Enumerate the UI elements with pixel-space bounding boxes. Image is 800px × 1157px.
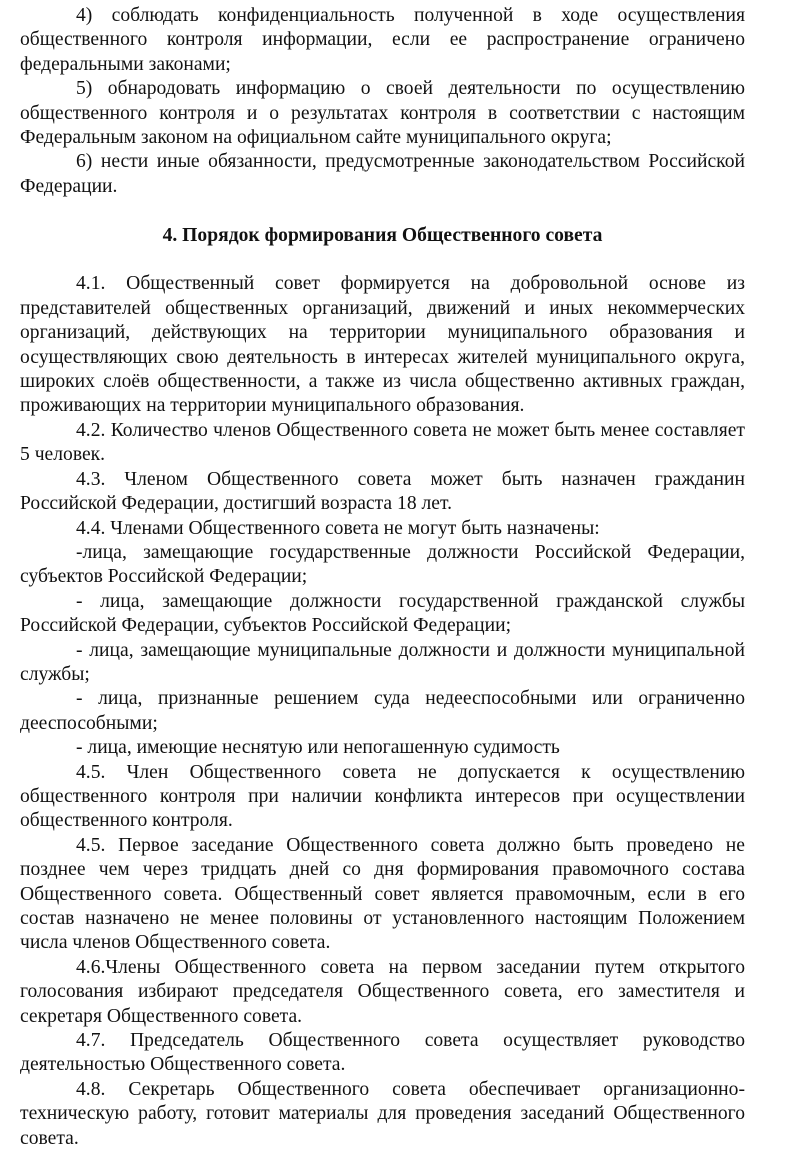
exclusion-item-state-positions: -лица, замещающие государственные должности Российской Федерации, субъектов Российской Федерации; bbox=[20, 541, 745, 588]
section-heading: 4. Порядок формирования Общественного совета bbox=[162, 224, 603, 246]
paragraph-4-8: 4.8. Секретарь Общественного совета обеспечивает организационно-техническую работу, готовит материалы для проведения заседаний Общественного совета. bbox=[20, 1078, 745, 1149]
duty-item-6: 6) нести иные обязанности, предусмотренные законодательством Российской Федерации. bbox=[20, 151, 745, 197]
paragraph-4-7: 4.7. Председатель Общественного совета осуществляет руководство деятельностью Общественного совета. bbox=[20, 1030, 745, 1076]
paragraph-4-6: 4.6.Члены Общественного совета на первом заседании путем открытого голосования избирают председателя Общественного совета, его заместителя и секретаря Общественного совета. bbox=[20, 956, 745, 1027]
paragraph-4-1: 4.1. Общественный совет формируется на добровольной основе из представителей общественных организаций, движений и иных некоммерческих организаций, действующих на территории муниципального образования и осуществляющих свою деятельность в интересах жителей муниципального округа, широких слоёв общественности, а также из числа общественно активных граждан, проживающих на территории муниципального образования. bbox=[20, 273, 745, 417]
paragraph-4-5-first-meeting: 4.5. Первое заседание Общественного совета должно быть проведено не позднее чем через тридцать дней со дня формирования правомочного состава Общественного совета. Общественный совет является правомочным, если в его состав назначено не менее половины от установленного настоящим Положением числа членов Общественного совета. bbox=[20, 834, 745, 954]
paragraph-4-2: 4.2. Количество членов Общественного совета не может быть менее составляет 5 человек. bbox=[20, 419, 745, 466]
duty-item-4: 4) соблюдать конфиденциальность полученной в ходе осуществления общественного контроля информации, если ее распространение ограничено федеральными законами; bbox=[20, 5, 745, 75]
paragraph-4-3: 4.3. Членом Общественного совета может быть назначен гражданин Российской Федерации, достигший возраста 18 лет. bbox=[20, 468, 745, 515]
paragraph-4-5-conflict: 4.5. Член Общественного совета не допускается к осуществлению общественного контроля при наличии конфликта интересов при осуществлении общественного контроля. bbox=[20, 761, 745, 832]
exclusion-item-municipal: - лица, замещающие муниципальные должности и должности муниципальной службы; bbox=[20, 639, 745, 685]
exclusion-item-incapacitated: - лица, признанные решением суда недееспособными или ограниченно дееспособными; bbox=[20, 688, 745, 734]
duty-item-5: 5) обнародовать информацию о своей деятельности по осуществлению общественного контроля и о результатах контроля в соответствии с настоящим Федеральным законом на официальном сайте муниципального округа; bbox=[20, 78, 745, 149]
paragraph-4-4: 4.4. Членами Общественного совета не могут быть назначены: bbox=[76, 517, 600, 539]
exclusion-item-conviction: - лица, имеющие неснятую или непогашенную судимость bbox=[76, 737, 560, 759]
exclusion-item-civil-service: - лица, замещающие должности государственной гражданской службы Российской Федерации, субъектов Российской Федерации; bbox=[20, 590, 745, 637]
